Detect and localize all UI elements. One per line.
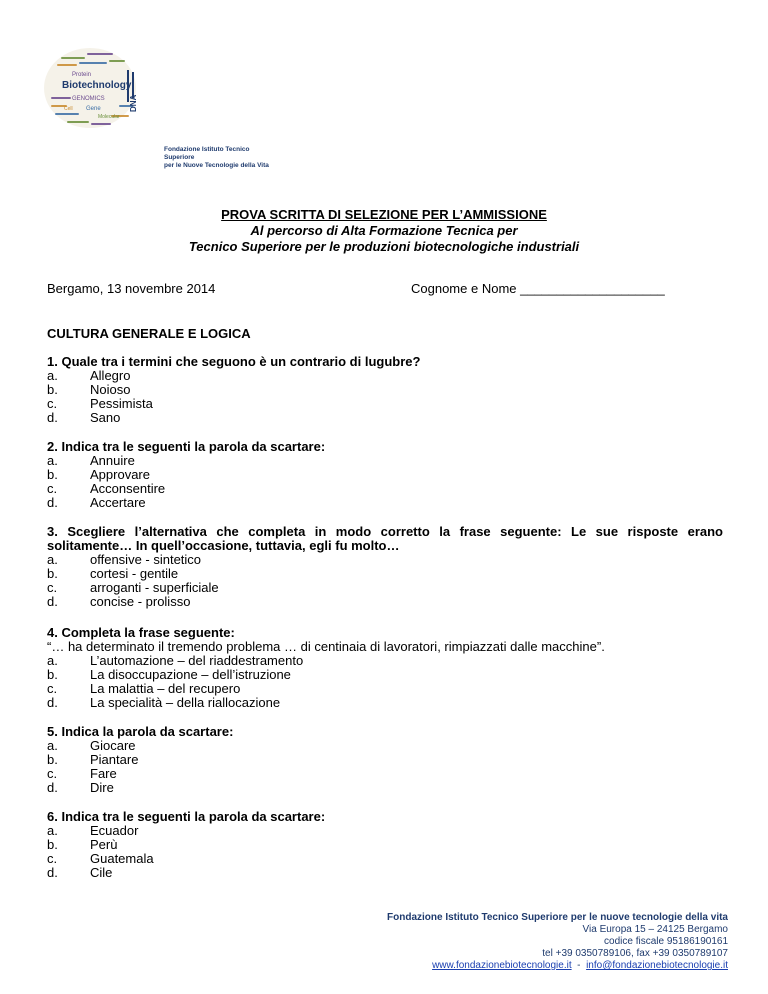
option-letter: b.	[47, 752, 58, 767]
question-quote: “… ha determinato il tremendo problema … di centinaia di lavoratori, rimpiazzati dalle macchine”.	[47, 639, 605, 654]
option-text: Dire	[90, 780, 114, 795]
question-text: 2. Indica tra le seguenti la parola da scartare:	[47, 439, 326, 454]
svg-text:Molecular: Molecular	[98, 114, 120, 120]
page-title: PROVA SCRITTA DI SELEZIONE PER L’AMMISSIONE	[221, 207, 547, 222]
option-text: Fare	[90, 766, 117, 781]
footer	[387, 912, 728, 972]
option-d[interactable]	[47, 411, 723, 425]
option-letter: a.	[47, 738, 58, 753]
footer-address: Via Europa 15 – 24125 Bergamo	[582, 924, 728, 935]
org-name-line2: per le Nuove Tecnologie della Vita	[164, 162, 269, 169]
option-b[interactable]	[47, 838, 723, 852]
option-letter: a.	[47, 552, 58, 567]
name-field[interactable]: Cognome e Nome ____________________	[411, 281, 665, 296]
option-letter: b.	[47, 837, 58, 852]
option-letter: d.	[47, 495, 58, 510]
option-a[interactable]	[47, 739, 723, 753]
option-b[interactable]	[47, 567, 723, 581]
option-text: Perù	[90, 837, 118, 852]
option-letter: c.	[47, 766, 58, 781]
option-letter: b.	[47, 467, 58, 482]
question-text: 3. Scegliere l’alternativa che completa in modo corretto la frase seguente: Le sue risposte erano solitamente… In quell’occasione, tuttavia, egli fu molto…	[47, 524, 723, 553]
option-text: L’automazione – del riaddestramento	[90, 653, 304, 668]
option-text: La specialità – della riallocazione	[90, 695, 281, 710]
option-letter: d.	[47, 780, 58, 795]
option-b[interactable]	[47, 383, 723, 397]
option-a[interactable]	[47, 369, 723, 383]
svg-text:Biotechnology: Biotechnology	[62, 80, 132, 91]
option-letter: c.	[47, 681, 58, 696]
option-letter: b.	[47, 382, 58, 397]
option-letter: d.	[47, 695, 58, 710]
option-text: Ecuador	[90, 823, 139, 838]
option-c[interactable]	[47, 852, 723, 866]
option-a[interactable]	[47, 824, 723, 838]
question-text: 4. Completa la frase seguente:	[47, 625, 235, 640]
option-letter: c.	[47, 851, 58, 866]
svg-text:Protein: Protein	[72, 72, 92, 78]
word-cloud-logo-icon	[40, 40, 270, 140]
option-c[interactable]	[47, 397, 723, 411]
option-text: Accertare	[90, 495, 146, 510]
option-d[interactable]	[47, 595, 723, 609]
option-d[interactable]	[47, 496, 723, 510]
option-c[interactable]	[47, 482, 723, 496]
option-text: arroganti - superficiale	[90, 580, 219, 595]
question-2	[47, 440, 723, 510]
footer-separator: -	[577, 960, 581, 971]
org-name-line1: Fondazione Istituto Tecnico Superiore	[164, 146, 250, 161]
question-5	[47, 725, 723, 795]
option-text: Giocare	[90, 738, 136, 753]
option-letter: a.	[47, 368, 58, 383]
option-letter: c.	[47, 481, 58, 496]
option-text: cortesi - gentile	[90, 566, 179, 581]
option-letter: d.	[47, 410, 58, 425]
option-b[interactable]	[47, 668, 723, 682]
option-text: Noioso	[90, 382, 131, 397]
option-text: Approvare	[90, 467, 150, 482]
option-letter: a.	[47, 653, 58, 668]
option-text: Pessimista	[90, 396, 153, 411]
org-name	[164, 146, 270, 170]
option-c[interactable]	[47, 682, 723, 696]
option-letter: b.	[47, 566, 58, 581]
footer-phone: tel +39 0350789106, fax +39 0350789107	[542, 948, 728, 959]
page-subtitle-1: Al percorso di Alta Formazione Tecnica per	[250, 223, 518, 238]
website-link[interactable]: www.fondazionebiotecnologie.it	[432, 960, 572, 971]
option-letter: b.	[47, 667, 58, 682]
question-1	[47, 355, 723, 425]
question-3	[47, 525, 723, 609]
question-6	[47, 810, 723, 880]
option-letter: c.	[47, 580, 58, 595]
email-link[interactable]: info@fondazionebiotecnologie.it	[586, 960, 728, 971]
footer-fiscal-code: codice fiscale 95186190161	[604, 936, 728, 947]
svg-text:Gene: Gene	[86, 106, 101, 112]
logo	[40, 40, 270, 169]
option-a[interactable]	[47, 454, 723, 468]
option-b[interactable]	[47, 753, 723, 767]
option-text: offensive - sintetico	[90, 552, 202, 567]
title-block	[0, 207, 768, 255]
option-text: Guatemala	[90, 851, 154, 866]
footer-links	[387, 960, 728, 972]
option-letter: d.	[47, 865, 58, 880]
option-letter: a.	[47, 453, 58, 468]
question-text: 6. Indica tra le seguenti la parola da scartare:	[47, 809, 326, 824]
option-b[interactable]	[47, 468, 723, 482]
option-a[interactable]	[47, 553, 723, 567]
option-letter: c.	[47, 396, 58, 411]
section-title: CULTURA GENERALE E LOGICA	[47, 326, 251, 341]
option-text: Sano	[90, 410, 121, 425]
option-a[interactable]	[47, 654, 723, 668]
option-letter: d.	[47, 594, 58, 609]
exam-date: Bergamo, 13 novembre 2014	[47, 281, 216, 296]
question-4	[47, 626, 723, 710]
option-c[interactable]	[47, 767, 723, 781]
option-text: Allegro	[90, 368, 131, 383]
question-text: 1. Quale tra i termini che seguono è un contrario di lugubre?	[47, 354, 421, 369]
option-d[interactable]	[47, 781, 723, 795]
svg-text:DNA: DNA	[129, 94, 138, 112]
option-letter: a.	[47, 823, 58, 838]
footer-org: Fondazione Istituto Tecnico Superiore per le nuove tecnologie della vita	[387, 912, 728, 923]
option-text: La disoccupazione – dell’istruzione	[90, 667, 291, 682]
option-text: Acconsentire	[90, 481, 166, 496]
option-d[interactable]	[47, 696, 723, 710]
svg-text:Cell: Cell	[64, 106, 73, 112]
option-text: Cile	[90, 865, 113, 880]
page-subtitle-2: Tecnico Superiore per le produzioni biotecnologiche industriali	[188, 239, 580, 254]
option-d[interactable]	[47, 866, 723, 880]
option-text: concise - prolisso	[90, 594, 191, 609]
option-text: Piantare	[90, 752, 139, 767]
option-text: La malattia – del recupero	[90, 681, 241, 696]
question-text: 5. Indica la parola da scartare:	[47, 724, 234, 739]
option-c[interactable]	[47, 581, 723, 595]
svg-text:GENOMICS: GENOMICS	[72, 96, 105, 102]
option-text: Annuire	[90, 453, 135, 468]
